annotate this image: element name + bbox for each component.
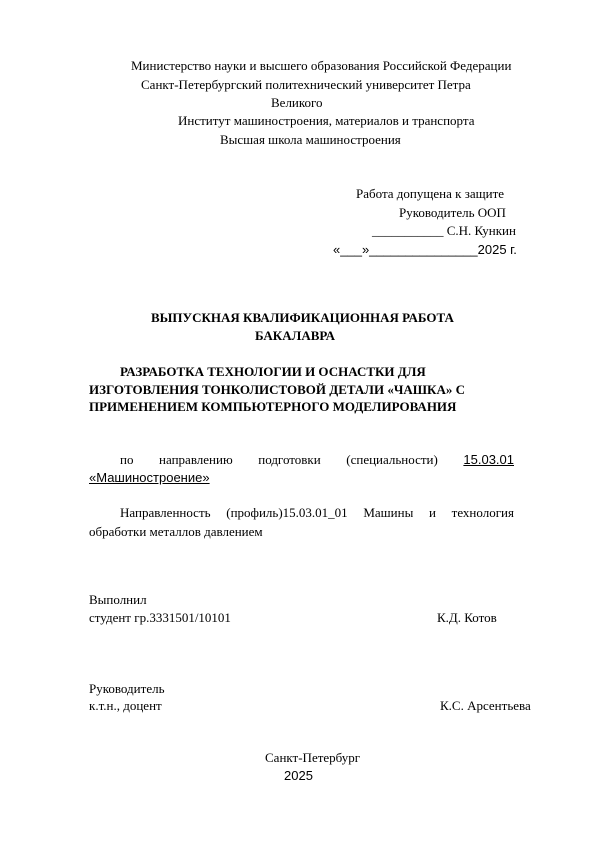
profile-line-1 [120,505,514,521]
program-head-title: Руководитель ООП [399,205,506,220]
university-line-1: Санкт-Петербургский политехнический университет Петра [141,77,471,92]
profile-word: Машины [363,505,414,520]
direction-line [120,452,514,468]
date-close-quote: » [361,242,370,257]
supervisor-degree: к.т.н., доцент [89,698,162,713]
direction-word: (специальности) [346,452,438,467]
program-head-signature [372,223,516,239]
admitted-to-defense: Работа допущена к защите [356,186,505,201]
profile-word: и [429,505,436,520]
date-year: 2025 г. [477,242,517,257]
signature-blank: ___________ [372,223,444,238]
institute-line: Институт машиностроения, материалов и транспорта [178,113,475,128]
direction-word: направлению [159,452,233,467]
student-group: студент гр.3331501/10101 [89,610,231,625]
date-open-quote: « [333,242,341,257]
profile-word: Направленность [120,505,211,520]
supervisor-label: Руководитель [89,681,165,696]
direction-name: «Машиностроение» [89,470,210,485]
work-type-line-1: ВЫПУСКНАЯ КВАЛИФИКАЦИОННАЯ РАБОТА [151,310,454,325]
supervisor-name: К.С. Арсентьева [440,698,531,713]
footer-year: 2025 [284,768,313,783]
direction-word: подготовки [258,452,321,467]
footer-city: Санкт-Петербург [265,750,361,765]
student-name: К.Д. Котов [437,610,497,625]
program-head-name: С.Н. Кункин [446,223,516,238]
thesis-title-line-1: РАЗРАБОТКА ТЕХНОЛОГИИ И ОСНАСТКИ ДЛЯ [120,364,426,379]
direction-code: 15.03.01 [463,452,514,467]
approval-date [333,242,517,258]
profile-word: (профиль)15.03.01_01 [226,505,348,520]
profile-line-2: обработки металлов давлением [89,524,263,539]
direction-word: по [120,452,134,467]
university-line-2: Великого [271,95,323,110]
date-month-blank: _______________ [369,242,478,257]
thesis-title-line-2: ИЗГОТОВЛЕНИЯ ТОНКОЛИСТОВОЙ ДЕТАЛИ «ЧАШКА» С [89,382,466,397]
thesis-title-line-3: ПРИМЕНЕНИЕМ КОМПЬЮТЕРНОГО МОДЕЛИРОВАНИЯ [89,399,457,414]
date-day-blank: ___ [340,242,362,257]
performer-label: Выполнил [89,592,147,607]
work-type-line-2: БАКАЛАВРА [255,328,336,343]
ministry-line: Министерство науки и высшего образования Российской Федерации [131,58,512,73]
profile-word: технология [451,505,514,520]
school-line: Высшая школа машиностроения [220,132,401,147]
